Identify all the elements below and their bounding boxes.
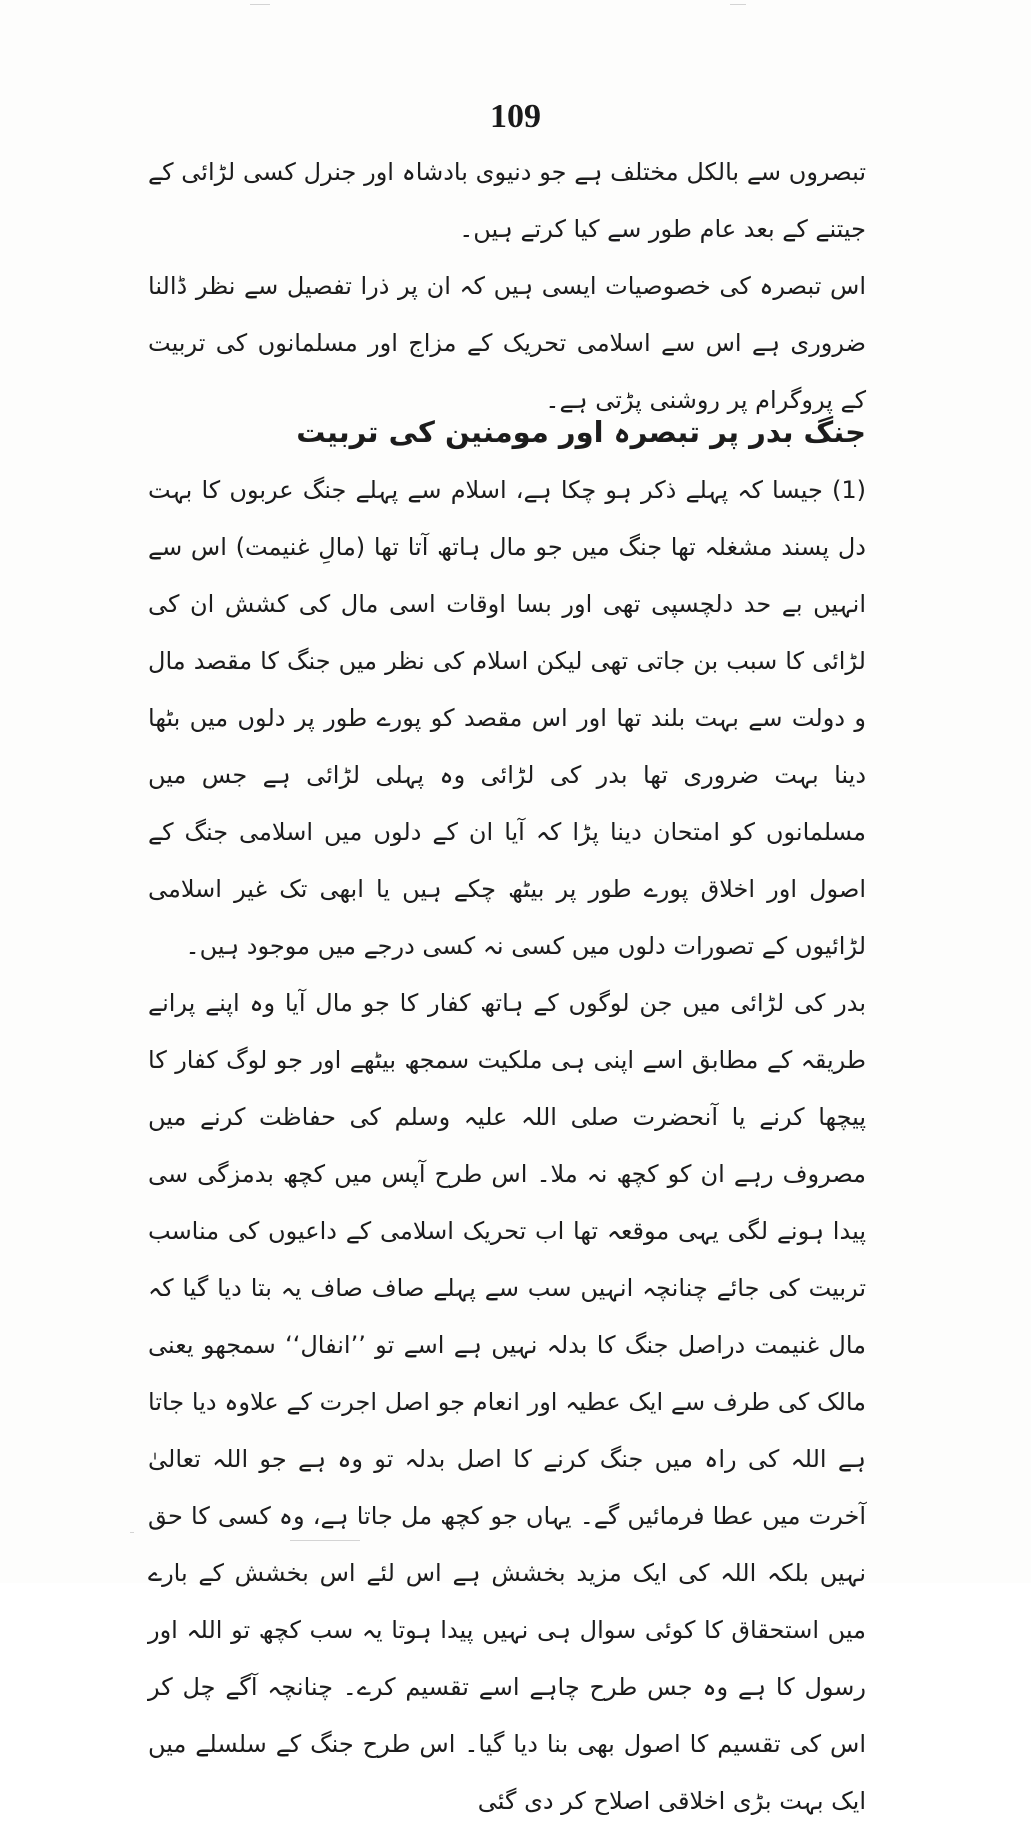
scan-artifact <box>250 4 270 5</box>
scan-artifact <box>730 4 746 5</box>
page-number: 109 <box>490 98 541 135</box>
body-paragraph: بدر کی لڑائی میں جن لوگوں کے ہاتھ کفار کا جو مال آیا وہ اپنے پرانے طریقہ کے مطابق اسے اپنی ہی ملکیت سمجھ بیٹھے اور جو لوگ کفار کا پیچھا کرنے یا آنحضرت صلی اللہ علیہ وسلم کی حفاظت کرنے میں مصروف رہے ان کو کچھ نہ ملا۔ اس طرح آپس میں کچھ بدمزگی سی پیدا ہونے لگی یہی موقعہ تھا اب تحریک اسلامی کے داعیوں کی مناسب تربیت کی جائے چنانچہ انہیں سب سے پہلے صاف صاف یہ بتا دیا گیا کہ مال غنیمت دراصل جنگ کا بدلہ نہیں ہے اسے تو ’’انفال‘‘ سمجھو یعنی مالک کی طرف سے ایک عطیہ اور انعام جو اصل اجرت کے علاوہ دیا جاتا ہے اللہ کی راہ میں جنگ کرنے کا اصل بدلہ تو وہ ہے جو اللہ تعالیٰ آخرت میں عطا فرمائیں گے۔ یہاں جو کچھ مل جاتا ہے، وہ کسی کا حق نہیں بلکہ اللہ کی ایک مزید بخشش ہے اس لئے اس بخشش کے بارے میں استحقاق کا کوئی سوال ہی نہیں پیدا ہوتا یہ سب کچھ تو اللہ اور رسول کا ہے وہ جس طرح چاہے اسے تقسیم کرے۔ چنانچہ آگے چل کر اس کی تقسیم کا اصول بھی بنا دیا گیا۔ اس طرح جنگ کے سلسلے میں ایک بہت بڑی اخلاقی اصلاح کر دی گئی <box>148 989 866 1815</box>
body-paragraph: (1) جیسا کہ پہلے ذکر ہو چکا ہے، اسلام سے پہلے جنگ عربوں کا بہت دل پسند مشغلہ تھا جنگ میں جو مال ہاتھ آتا تھا (مالِ غنیمت) اس سے انہیں بے حد دلچسپی تھی اور بسا اوقات اسی مال کی کشش ان کی لڑائی کا سبب بن جاتی تھی لیکن اسلام کی نظر میں جنگ کا مقصد مال و دولت سے بہت بلند تھا اور اس مقصد کو پورے طور پر دلوں میں بٹھا دینا بہت ضروری تھا بدر کی لڑائی وہ پہلی لڑائی ہے جس میں مسلمانوں کو امتحان دینا پڑا کہ آیا ان کے دلوں میں اسلامی جنگ کے اصول اور اخلاق پورے طور پر بیٹھ چکے ہیں یا ابھی تک غیر اسلامی لڑائیوں کے تصورات دلوں میں کسی نہ کسی درجے میں موجود ہیں۔ <box>148 476 866 960</box>
body-section <box>148 462 866 1830</box>
scan-artifact <box>290 1540 360 1541</box>
scan-artifact <box>130 1532 134 1533</box>
intro-paragraph: اس تبصرہ کی خصوصیات ایسی ہیں کہ ان پر ذرا تفصیل سے نظر ڈالنا ضروری ہے اس سے اسلامی تحریک کے مزاج اور مسلمانوں کی تربیت کے پروگرام پر روشنی پڑتی ہے۔ <box>148 272 866 414</box>
section-heading: جنگ بدر پر تبصرہ اور مومنین کی تربیت <box>296 415 866 449</box>
intro-section <box>148 144 866 429</box>
section-heading-block <box>148 402 866 462</box>
intro-paragraph: تبصروں سے بالکل مختلف ہے جو دنیوی بادشاہ اور جنرل کسی لڑائی کے جیتنے کے بعد عام طور سے کیا کرتے ہیں۔ <box>148 158 866 243</box>
